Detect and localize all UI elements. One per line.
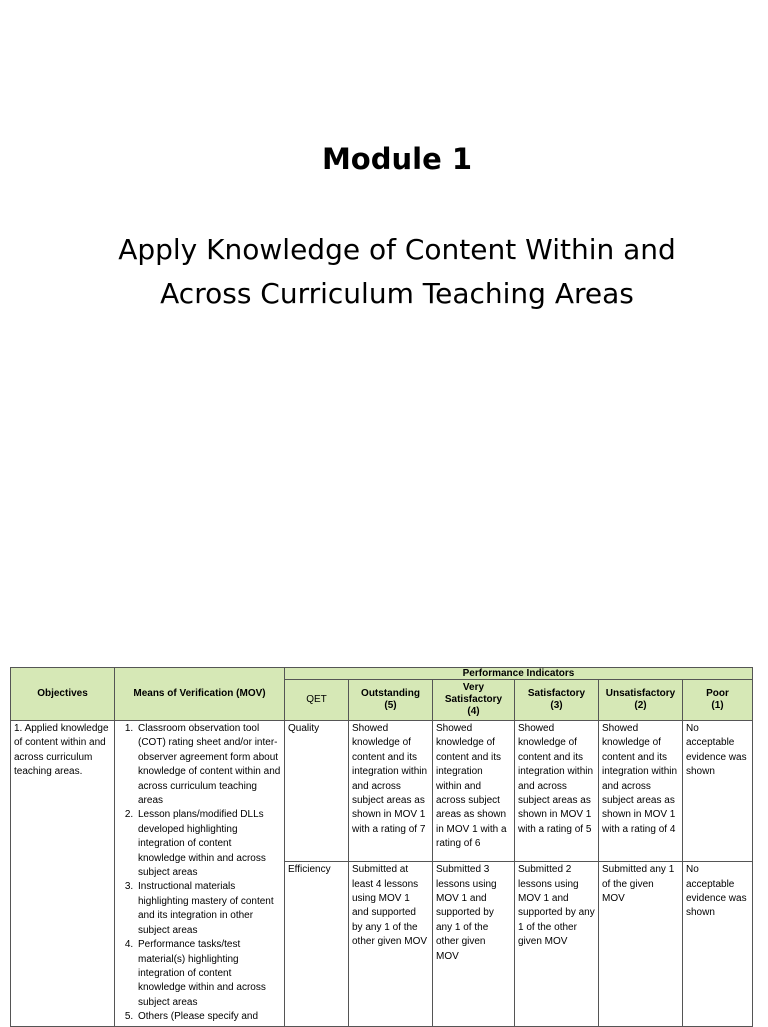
poor-cell: No acceptable evidence was shown (683, 862, 753, 1026)
list-item: 2. Lesson plans/modified DLLs developed highlighting integration of content knowledge within and across subject areas (136, 808, 281, 880)
unsatisfactory-cell: Showed knowledge of content and its integration within and across subject areas as shown in MOV 1 with a rating of 4 (599, 721, 683, 862)
mov-cell (115, 721, 285, 1027)
header-performance-indicators: Performance Indicators (285, 668, 753, 680)
very-satisfactory-cell: Showed knowledge of content and its integration within and across subject areas as shown in MOV 1 with a rating of 6 (433, 721, 515, 862)
poor-cell: No acceptable evidence was shown (683, 721, 753, 862)
header-satisfactory-label: Satisfactory (527, 688, 586, 699)
mov-list (118, 722, 281, 1025)
list-item: 5. Others (Please specify and (136, 1010, 281, 1024)
header-very-satisfactory (433, 680, 515, 721)
header-satisfactory-score: (3) (550, 700, 563, 711)
header-satisfactory (515, 680, 599, 721)
header-outstanding-label: Outstanding (361, 688, 420, 699)
table-row (11, 721, 753, 862)
qet-cell: Efficiency (285, 862, 349, 1026)
rubric-table (10, 667, 753, 1027)
satisfactory-cell: Showed knowledge of content and its integration within and across subject areas as shown in MOV 1 with a rating of 5 (515, 721, 599, 862)
header-objectives: Objectives (11, 668, 115, 721)
subtitle-line-1: Apply Knowledge of Content Within and (118, 233, 676, 266)
header-very-satisfactory-score: (4) (467, 706, 480, 717)
list-item: 4. Performance tasks/test material(s) highlighting integration of content knowledge within and across subject areas (136, 938, 281, 1010)
unsatisfactory-cell: Submitted any 1 of the given MOV (599, 862, 683, 1026)
outstanding-cell: Submitted at least 4 lessons using MOV 1 and supported by any 1 of the other given MOV (349, 862, 433, 1026)
module-subtitle (0, 228, 768, 316)
table-header-row (11, 668, 753, 680)
header-very-satisfactory-label: Very Satisfactory (444, 682, 503, 705)
header-mov: Means of Verification (MOV) (115, 668, 285, 721)
header-outstanding-score: (5) (384, 700, 397, 711)
header-poor (683, 680, 753, 721)
very-satisfactory-cell: Submitted 3 lessons using MOV 1 and supported by any 1 of the other given MOV (433, 862, 515, 1026)
header-poor-label: Poor (706, 688, 729, 699)
header-unsatisfactory-score: (2) (634, 700, 647, 711)
module-title: Module 1 (321, 142, 473, 176)
header-unsatisfactory-label: Unsatisfactory (605, 688, 676, 699)
header-outstanding (349, 680, 433, 721)
qet-cell: Quality (285, 721, 349, 862)
satisfactory-cell: Submitted 2 lessons using MOV 1 and supported by any 1 of the other given MOV (515, 862, 599, 1026)
header-poor-score: (1) (711, 700, 724, 711)
header-qet: QET (285, 680, 349, 721)
subtitle-line-2: Across Curriculum Teaching Areas (160, 277, 634, 310)
list-item: 1. Classroom observation tool (COT) rating sheet and/or inter-observer agreement form about knowledge of content within and across curriculum teaching areas (136, 722, 281, 808)
header-unsatisfactory (599, 680, 683, 721)
objective-cell: 1. Applied knowledge of content within and across curriculum teaching areas. (11, 721, 115, 1027)
list-item: 3. Instructional materials highlighting mastery of content and its integration in other subject areas (136, 880, 281, 938)
outstanding-cell: Showed knowledge of content and its integration within and across subject areas as shown in MOV 1 with a rating of 7 (349, 721, 433, 862)
